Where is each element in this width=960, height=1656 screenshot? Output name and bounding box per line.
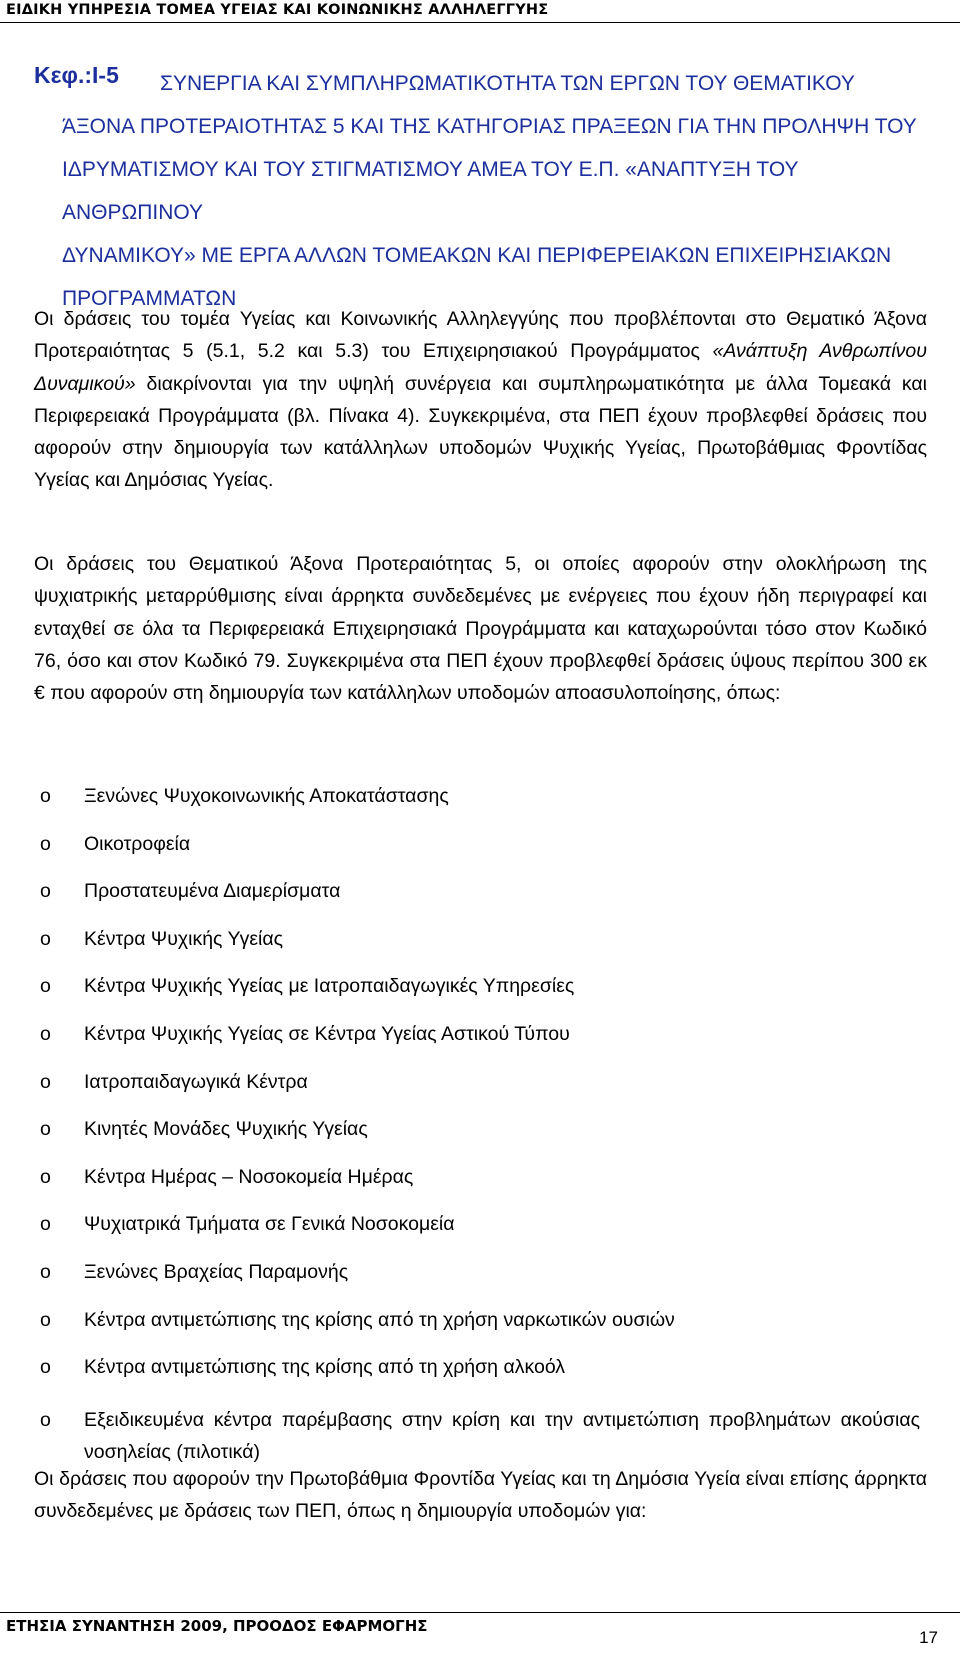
- bullet-marker: o: [40, 1118, 51, 1141]
- footer-divider: [0, 1612, 960, 1613]
- list-item-text: Οικοτροφεία: [84, 832, 191, 855]
- list-item: [40, 1213, 920, 1261]
- bullet-marker: o: [40, 1165, 51, 1188]
- list-item: [40, 1309, 920, 1357]
- bullet-marker: o: [40, 1070, 51, 1093]
- bullet-marker: o: [40, 880, 51, 903]
- list-item: [40, 1071, 920, 1119]
- chapter-title-line-5: ΠΡΟΓΡΑΜΜΑΤΩΝ: [62, 287, 237, 310]
- bullet-marker: o: [40, 975, 51, 998]
- list-item: [40, 1356, 920, 1404]
- bullet-marker: o: [40, 832, 51, 855]
- bullet-marker: o: [40, 785, 51, 807]
- paragraph-1-program-title: «Ανάπτυξη Ανθρωπίνου Δυναμικού»: [34, 340, 927, 395]
- chapter-title-line-4: ΔΥΝΑΜΙΚΟΥ» ΜΕ ΕΡΓΑ ΑΛΛΩΝ ΤΟΜΕΑΚΩΝ ΚΑΙ ΠΕΡΙΦΕΡΕΙΑΚΩΝ ΕΠΙΧΕΙΡΗΣΙΑΚΩΝ: [62, 244, 892, 267]
- bullet-marker: o: [40, 1308, 51, 1331]
- list-item-text: Ξενώνες Βραχείας Παραμονής: [84, 1260, 349, 1283]
- list-item: [40, 975, 920, 1023]
- paragraph-3: Οι δράσεις που αφορούν την Πρωτοβάθμια Φροντίδα Υγείας και τη Δημόσια Υγεία είναι επίσης άρρηκτα συνδεδεμένες με δράσεις των ΠΕΠ, όπως η δημιουργία υποδομών για:: [34, 1468, 927, 1523]
- list-item-text: Κέντρα αντιμετώπισης της κρίσης από τη χρήση ναρκωτικών ουσιών: [84, 1308, 675, 1331]
- list-item: [40, 1023, 920, 1071]
- list-item: [40, 1166, 920, 1214]
- bullet-marker: o: [40, 1356, 51, 1379]
- list-item: [40, 928, 920, 976]
- page-number: 17: [919, 1628, 938, 1647]
- paragraph-1: [34, 303, 927, 497]
- list-item: [40, 785, 920, 833]
- list-item: [40, 880, 920, 928]
- bullet-marker: o: [40, 927, 51, 950]
- paragraph-2: Οι δράσεις του Θεματικού Άξονα Προτεραιότητας 5, οι οποίες αφορούν στην ολοκλήρωση της ψυχιατρικής μεταρρύθμισης είναι άρρηκτα συνδεδεμένες με ενέργειες που έχουν ήδη περιγραφεί και ενταχθεί σε όλα τα Περιφερειακά Επιχειρησιακά Προγράμματα και καταχωρούνται τόσο στον Κωδικό 76, όσο και στον Κωδικό 79. Συγκεκριμένα στα ΠΕΠ έχουν προβλεφθεί δράσεις ύψους περίπου 300 εκ € που αφορούν στη δημιουργία των κατάλληλων υποδομών αποασυλοποίησης, όπως:: [34, 553, 927, 705]
- bullet-marker: o: [40, 1022, 51, 1045]
- header-divider: [0, 22, 960, 23]
- list-item-text: Κέντρα Ψυχικής Υγείας σε Κέντρα Υγείας Αστικού Τύπου: [84, 1022, 570, 1045]
- paragraph-1-text-a: Οι δράσεις του τομέα Υγείας και Κοινωνικής Αλληλεγγύης που προβλέπονται στο Θεματικό Άξονα Προτεραιότητας 5 (5.1, 5.2 και 5.3) του Επιχειρησιακού Προγράμματος: [34, 308, 927, 363]
- running-header: ΕΙΔΙΚΗ ΥΠΗΡΕΣΙΑ ΤΟΜΕΑ ΥΓΕΙΑΣ ΚΑΙ ΚΟΙΝΩΝΙΚΗΣ ΑΛΛΗΛΕΓΓΥΗΣ: [6, 2, 549, 18]
- list-item-text: Προστατευμένα Διαμερίσματα: [84, 880, 341, 903]
- list-item-text: Ψυχιατρικά Τμήματα σε Γενικά Νοσοκομεία: [84, 1213, 455, 1236]
- bullet-marker: o: [40, 1260, 51, 1283]
- list-item-text: Εξειδικευμένα κέντρα παρέμβασης στην κρίση και την αντιμετώπιση προβλημάτων ακούσιας νοσηλείας (πιλοτικά): [84, 1408, 920, 1463]
- list-item-text: Κέντρα Ψυχικής Υγείας με Ιατροπαιδαγωγικές Υπηρεσίες: [84, 975, 575, 998]
- chapter-title-line-1: ΣΥΝΕΡΓΙΑ ΚΑΙ ΣΥΜΠΛΗΡΩΜΑΤΙΚΟΤΗΤΑ ΤΩΝ ΕΡΓΩΝ ΤΟΥ ΘΕΜΑΤΙΚΟΥ: [160, 72, 855, 95]
- chapter-heading: [34, 62, 934, 320]
- list-item: [40, 1404, 920, 1468]
- running-footer: ΕΤΗΣΙΑ ΣΥΝΑΝΤΗΣΗ 2009, ΠΡΟΟΔΟΣ ΕΦΑΡΜΟΓΗΣ: [6, 1617, 428, 1635]
- list-item-text: Κινητές Μονάδες Ψυχικής Υγείας: [84, 1118, 368, 1141]
- chapter-code: Κεφ.:Ι-5: [34, 62, 119, 88]
- facility-list: [40, 785, 920, 1468]
- bullet-marker: o: [40, 1213, 51, 1236]
- chapter-title-line-3: ΙΔΡΥΜΑΤΙΣΜΟΥ ΚΑΙ ΤΟΥ ΣΤΙΓΜΑΤΙΣΜΟΥ ΑΜΕΑ ΤΟΥ Ε.Π. «ΑΝΑΠΤΥΞΗ ΤΟΥ ΑΝΘΡΩΠΙΝΟΥ: [62, 158, 799, 224]
- list-item-text: Ξενώνες Ψυχοκοινωνικής Αποκατάστασης: [84, 785, 449, 807]
- list-item: [40, 1118, 920, 1166]
- list-item-text: Ιατροπαιδαγωγικά Κέντρα: [84, 1070, 308, 1093]
- list-item-text: Κέντρα Ημέρας – Νοσοκομεία Ημέρας: [84, 1165, 414, 1188]
- list-item: [40, 833, 920, 881]
- paragraph-1-text-b: διακρίνονται για την υψηλή συνέργεια και συμπληρωματικότητα με άλλα Τομεακά και Περιφερειακά Προγράμματα (βλ. Πίνακα 4). Συγκεκριμένα, στα ΠΕΠ έχουν προβλεφθεί δράσεις που αφορούν στην δημιουργία των κατάλληλων υποδομών Ψυχικής Υγείας, Πρωτοβάθμιας Φροντίδας Υγείας και Δημόσιας Υγείας.: [34, 372, 927, 492]
- list-item: [40, 1261, 920, 1309]
- list-item-text: Κέντρα αντιμετώπισης της κρίσης από τη χρήση αλκοόλ: [84, 1356, 566, 1379]
- chapter-title-line-2: ΆΞΟΝΑ ΠΡΟΤΕΡΑΙΟΤΗΤΑΣ 5 ΚΑΙ ΤΗΣ ΚΑΤΗΓΟΡΙΑΣ ΠΡΑΞΕΩΝ ΓΙΑ ΤΗΝ ΠΡΟΛΗΨΗ ΤΟΥ: [62, 115, 917, 138]
- bullet-marker: o: [40, 1408, 51, 1431]
- list-item-text: Κέντρα Ψυχικής Υγείας: [84, 927, 284, 950]
